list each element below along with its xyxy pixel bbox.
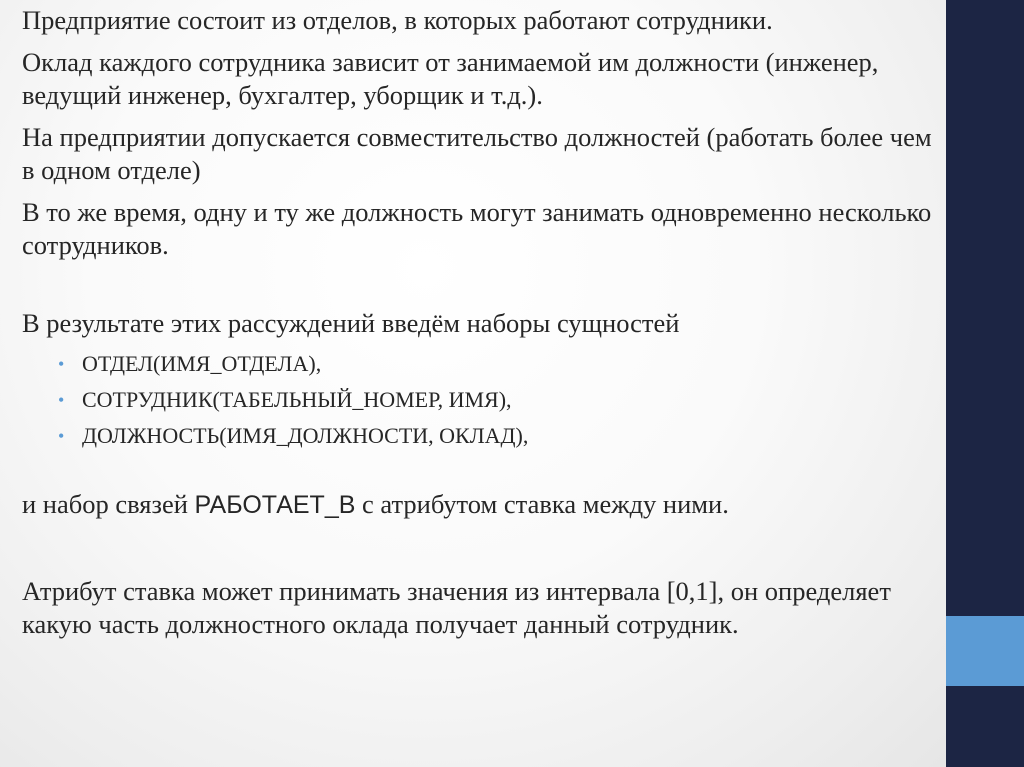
- side-accent-block: [946, 616, 1024, 686]
- entity-department: ОТДЕЛ(ИМЯ_ОТДЕЛА),: [82, 351, 322, 376]
- list-item: [58, 346, 937, 382]
- bullet-icon: •: [58, 354, 65, 374]
- paragraph-enterprise: Предприятие состоит из отделов, в которых работают сотрудники.: [22, 5, 773, 35]
- spacer: [22, 271, 937, 307]
- paragraph-salary: Оклад каждого сотрудника зависит от занимаемой им должности (инженер, ведущий инженер, бухгалтер, уборщик и т.д.).: [22, 47, 879, 110]
- relation-text-after: с атрибутом ставка между ними.: [355, 489, 729, 519]
- paragraph-entities-intro: В результате этих рассуждений введём наборы сущностей: [22, 308, 680, 338]
- paragraph-relation: [22, 488, 937, 522]
- paragraph-shared-position: В то же время, одну и ту же должность могут занимать одновременно несколько сотрудников.: [22, 197, 932, 260]
- relation-name: РАБОТАЕТ_В: [194, 491, 356, 519]
- paragraph-combining-positions: На предприятии допускается совместительство должностей (работать более чем в одном отделе): [22, 122, 932, 185]
- list-item: [58, 418, 937, 454]
- paragraph-attribute-note: Атрибут ставка может принимать значения из интервала [0,1], он определяет какую часть должностного оклада получает данный сотрудник.: [22, 576, 891, 639]
- spacer: [22, 454, 937, 488]
- bullet-icon: •: [58, 426, 65, 446]
- slide-content: [22, 4, 937, 650]
- entity-position: ДОЛЖНОСТЬ(ИМЯ_ДОЛЖНОСТИ, ОКЛАД),: [82, 423, 529, 448]
- spacer: [22, 531, 937, 575]
- list-item: [58, 382, 937, 418]
- relation-text-before: и набор связей: [22, 489, 195, 519]
- entity-employee: СОТРУДНИК(ТАБЕЛЬНЫЙ_НОМЕР, ИМЯ),: [82, 387, 512, 412]
- bullet-icon: •: [58, 390, 65, 410]
- entity-list: [22, 346, 937, 454]
